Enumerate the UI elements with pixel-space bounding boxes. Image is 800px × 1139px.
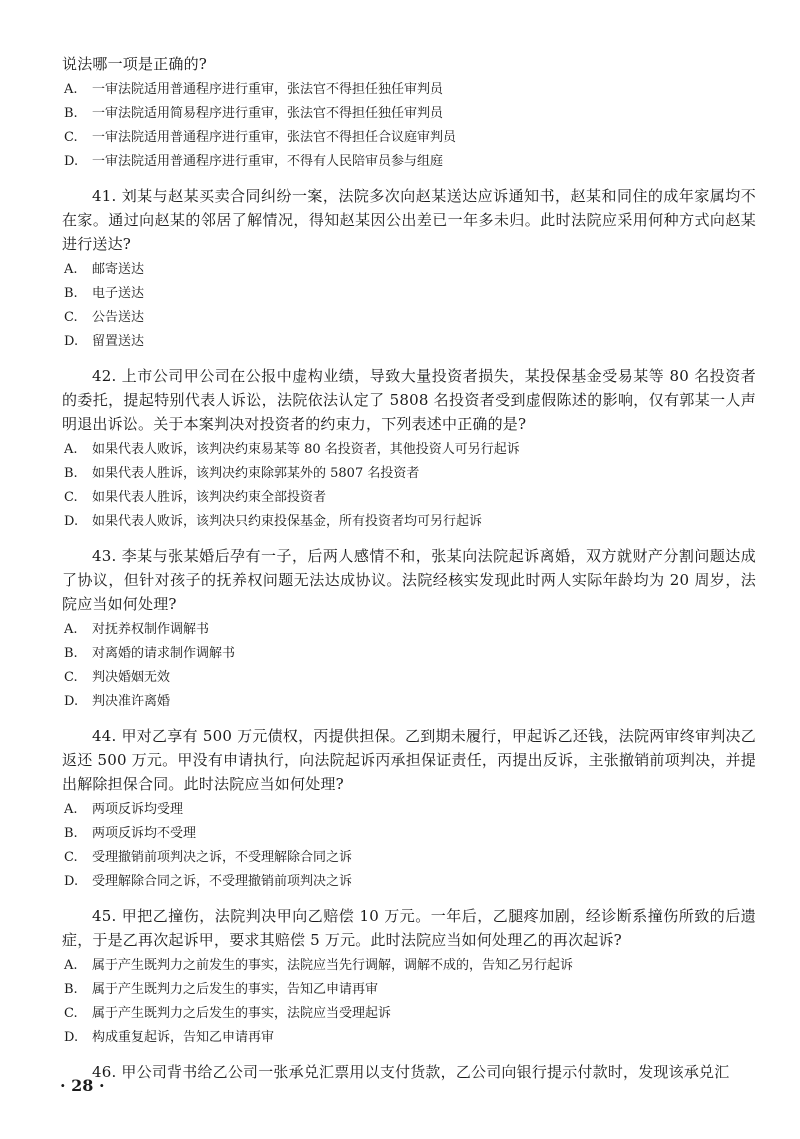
option-letter: D. [64,334,79,349]
option-letter: B. [64,106,78,121]
option-text: 公告送达 [92,310,145,325]
exam-page [62,52,756,1084]
option-letter: A. [64,262,78,277]
option-letter: B. [64,826,78,841]
option-a [62,618,756,642]
option-text: 如果代表人败诉，该判决只约束投保基金，所有投资者均可另行起诉 [92,514,483,529]
option-letter: B. [64,982,78,997]
question-42 [62,364,756,534]
option-letter: C. [64,490,78,505]
option-text: 判决准许离婚 [92,694,171,709]
option-text: 判决婚姻无效 [92,670,171,685]
option-list [62,618,756,714]
option-c [62,306,756,330]
option-list [62,258,756,354]
option-letter: B. [64,466,78,481]
question-stem: 43. 李某与张某婚后孕有一子，后两人感情不和，张某向法院起诉离婚，双方就财产分割问题达成了协议，但针对孩子的抚养权问题无法达成协议。法院经核实发现此时两人实际年龄均为 20 周岁，法院应当如何处理? [62,547,756,613]
option-letter: A. [64,622,78,637]
question-44 [62,724,756,894]
option-letter: B. [64,646,78,661]
option-letter: C. [64,1006,78,1021]
option-letter: A. [64,82,78,97]
option-b [62,822,756,846]
option-b [62,462,756,486]
option-b [62,102,756,126]
question-43 [62,544,756,714]
question-stem: 45. 甲把乙撞伤，法院判决甲向乙赔偿 10 万元。一年后，乙腿疼加剧，经诊断系撞伤所致的后遗症，于是乙再次起诉甲，要求其赔偿 5 万元。此时法院应当如何处理乙的再次起诉? [62,907,756,949]
question-46 [62,1060,756,1084]
option-a [62,438,756,462]
option-text: 属于产生既判力之后发生的事实，告知乙申请再审 [92,982,379,997]
option-letter: B. [64,286,78,301]
option-d [62,510,756,534]
question-stem: 41. 刘某与赵某买卖合同纠纷一案，法院多次向赵某送达应诉通知书，赵某和同住的成年家属均不在家。通过向赵某的邻居了解情况，得知赵某因公出差已一年多未归。此时法院应采用何种方式向赵某进行送达? [62,187,756,253]
option-text: 属于产生既判力之后发生的事实，法院应当受理起诉 [92,1006,392,1021]
option-c [62,126,756,150]
option-text: 一审法院适用简易程序进行重审，张法官不得担任独任审判员 [92,106,444,121]
option-a [62,78,756,102]
option-letter: C. [64,670,78,685]
option-letter: C. [64,130,78,145]
option-text: 受理解除合同之诉，不受理撤销前项判决之诉 [92,874,353,889]
option-letter: C. [64,850,78,865]
option-d [62,690,756,714]
option-letter: D. [64,514,79,529]
question-stem: 42. 上市公司甲公司在公报中虚构业绩，导致大量投资者损失，某投保基金受易某等 80 名投资者的委托，提起特别代表人诉讼，法院依法认定了 5808 名投资者受到虚假陈述的影响，仅有郭某一人声明退出诉讼。关于本案判决对投资者的约束力，下列表述中正确的是? [62,367,756,433]
option-letter: D. [64,1030,79,1045]
option-c [62,666,756,690]
option-text: 构成重复起诉，告知乙申请再审 [92,1030,275,1045]
option-text: 两项反诉均受理 [92,802,184,817]
option-b [62,978,756,1002]
option-text: 受理撤销前项判决之诉，不受理解除合同之诉 [92,850,353,865]
option-a [62,798,756,822]
option-text: 一审法院适用普通程序进行重审，不得有人民陪审员参与组庭 [92,154,444,169]
option-letter: D. [64,874,79,889]
question-45 [62,904,756,1050]
option-letter: A. [64,442,78,457]
option-text: 留置送达 [92,334,145,349]
option-c [62,486,756,510]
question-41 [62,184,756,354]
option-d [62,1026,756,1050]
option-c [62,1002,756,1026]
option-text: 对离婚的请求制作调解书 [92,646,236,661]
option-letter: D. [64,154,79,169]
option-b [62,282,756,306]
question-stem: 44. 甲对乙享有 500 万元债权，丙提供担保。乙到期未履行，甲起诉乙还钱，法院两审终审判决乙返还 500 万元。甲没有申请执行，向法院起诉丙承担保证责任，丙提出反诉，主张撤销前项判决，并提出解除担保合同。此时法院应当如何处理? [62,727,756,793]
option-b [62,642,756,666]
question-stem: 说法哪一项是正确的? [62,55,208,73]
question-continuation [62,52,756,174]
option-letter: D. [64,694,79,709]
option-text: 一审法院适用普通程序进行重审，张法官不得担任独任审判员 [92,82,444,97]
option-text: 如果代表人败诉，该判决约束易某等 80 名投资者，其他投资人可另行起诉 [92,442,520,457]
option-list [62,78,756,174]
option-text: 如果代表人胜诉，该判决约束全部投资者 [92,490,327,505]
option-d [62,870,756,894]
option-d [62,150,756,174]
option-a [62,258,756,282]
option-text: 属于产生既判力之前发生的事实，法院应当先行调解，调解不成的，告知乙另行起诉 [92,958,574,973]
question-stem: 46. 甲公司背书给乙公司一张承兑汇票用以支付货款，乙公司向银行提示付款时，发现该承兑汇 [92,1063,730,1081]
option-text: 一审法院适用普通程序进行重审，张法官不得担任合议庭审判员 [92,130,457,145]
page-number: · 28 · [60,1076,105,1095]
option-letter: A. [64,958,78,973]
option-a [62,954,756,978]
option-letter: A. [64,802,78,817]
option-text: 电子送达 [92,286,145,301]
option-text: 两项反诉均不受理 [92,826,197,841]
option-text: 如果代表人胜诉，该判决约束除郭某外的 5807 名投资者 [92,466,420,481]
option-text: 对抚养权制作调解书 [92,622,210,637]
option-list [62,438,756,534]
option-text: 邮寄送达 [92,262,145,277]
option-d [62,330,756,354]
option-c [62,846,756,870]
option-letter: C. [64,310,78,325]
option-list [62,954,756,1050]
option-list [62,798,756,894]
